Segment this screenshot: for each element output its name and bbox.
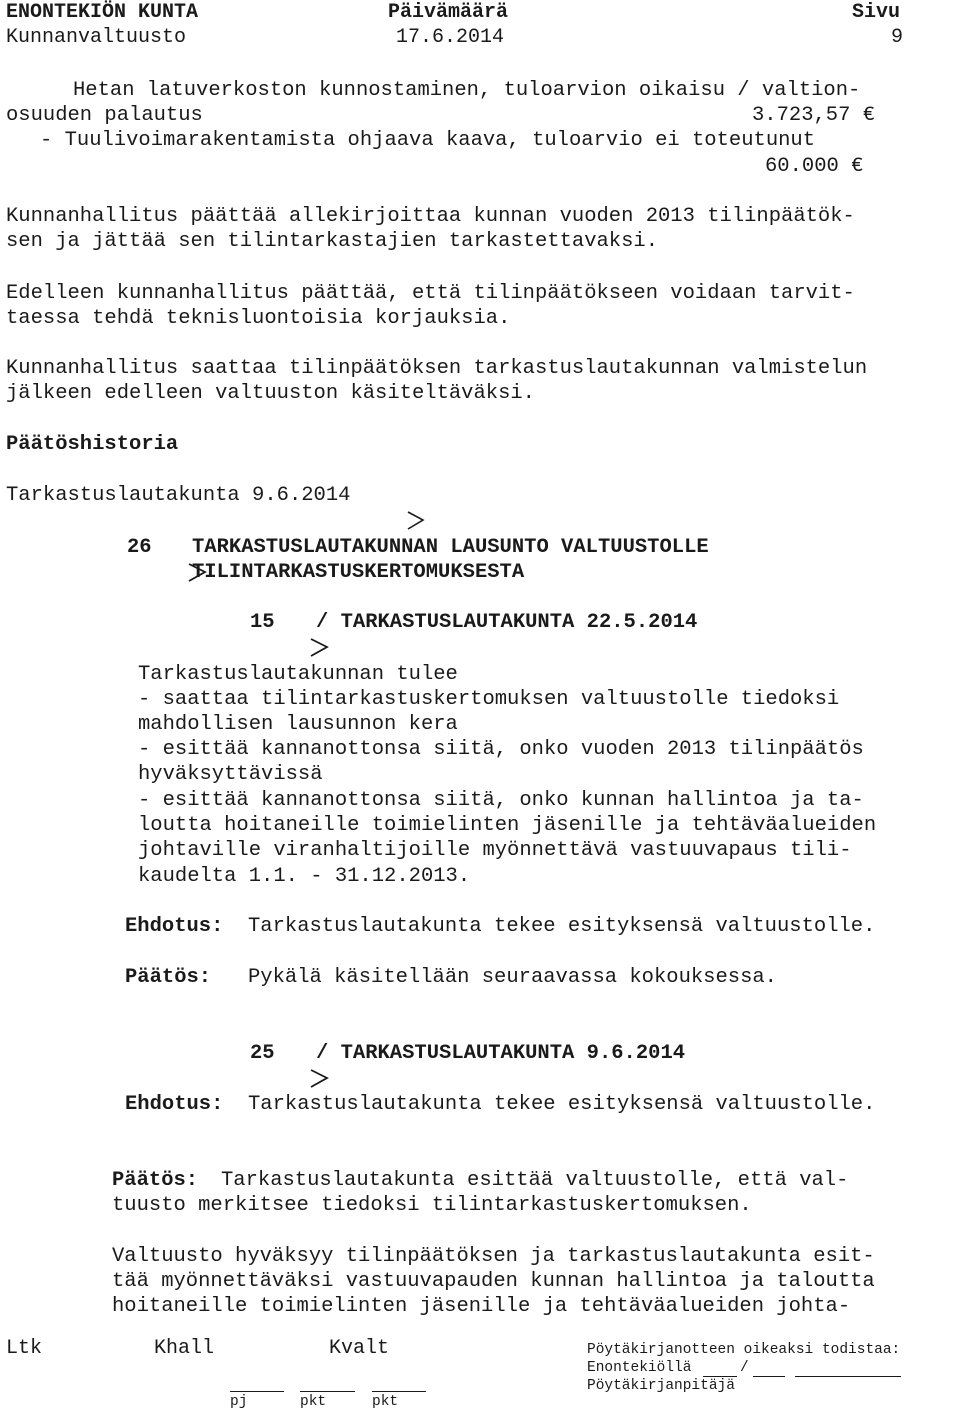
meeting1-line: Tarkastuslautakunnan tulee [138, 663, 458, 686]
history-board-date: Tarkastuslautakunta 9.6.2014 [6, 484, 351, 507]
certify-month-line [753, 1376, 785, 1377]
section-title-line1: TARKASTUSLAUTAKUNNAN LAUSUNTO VALTUUSTOLLE [192, 536, 709, 559]
meeting-date: 17.6.2014 [396, 26, 505, 49]
meeting1-line: johtaville viranhaltijoille myönnettävä vastuuvapaus tili- [138, 839, 852, 862]
meeting2-proposal-text: Tarkastuslautakunta tekee esityksensä valtuustolle. [248, 1093, 876, 1116]
item1-line1: Hetan latuverkoston kunnostaminen, tuloarvion oikaisu / valtion- [73, 79, 861, 102]
certify-title: Pöytäkirjanotteen oikeaksi todistaa: [587, 1342, 901, 1358]
final-text-line3: hoitaneille toimielinten jäsenille ja tehtäväalueiden johta- [112, 1295, 851, 1318]
meeting1-title: / TARKASTUSLAUTAKUNTA 22.5.2014 [316, 611, 698, 634]
footer-ltk: Ltk [6, 1337, 43, 1360]
org-name: ENONTEKIÖN KUNTA [6, 1, 199, 24]
footer-underline [230, 1391, 284, 1392]
meeting1-number: 15 [250, 611, 275, 634]
meeting2-decision-text-line2: tuusto merkitsee tiedoksi tilintarkastuskertomuksen. [112, 1194, 752, 1217]
meeting1-line: hyväksyttävissä [138, 763, 323, 786]
footer-underline [300, 1391, 355, 1392]
footer-pkt: pkt [372, 1394, 399, 1410]
meeting1-line: mahdollisen lausunnon kera [138, 713, 458, 736]
paragraph-1-line2: sen ja jättää sen tilintarkastajien tarkastettavaksi. [6, 230, 659, 253]
paragraph-3-line2: jälkeen edelleen valtuuston käsiteltäväksi. [6, 382, 535, 405]
meeting1-line: - saattaa tilintarkastuskertomuksen valtuustolle tiedoksi [138, 688, 840, 711]
item2-amount: 60.000 € [765, 155, 864, 178]
history-title: Päätöshistoria [6, 433, 179, 456]
final-text-line2: tää myönnettäväksi vastuuvapauden kunnan hallintoa ja taloutta [112, 1270, 875, 1293]
meeting2-proposal-label: Ehdotus: [125, 1093, 224, 1116]
meeting2-decision-label: Päätös: [112, 1169, 199, 1192]
certify-year-line [795, 1376, 901, 1377]
meeting1-line: - esittää kannanottonsa siitä, onko kunnan hallintoa ja ta- [138, 789, 864, 812]
footer-underline [372, 1391, 426, 1392]
meeting1-line: loutta hoitaneille toimielinten jäsenille ja tehtäväalueiden [138, 814, 877, 837]
item1-line2: osuuden palautus [6, 104, 203, 127]
certify-role: Pöytäkirjanpitäjä [587, 1378, 735, 1394]
meeting1-line: kaudelta 1.1. - 31.12.2013. [138, 865, 471, 888]
page-number: 9 [891, 26, 904, 49]
final-text-line1: Valtuusto hyväksyy tilinpäätöksen ja tarkastuslautakunta esit- [112, 1245, 875, 1268]
footer-kvalt: Kvalt [329, 1337, 390, 1360]
footer-pkt: pkt [300, 1394, 327, 1410]
paragraph-2-line1: Edelleen kunnanhallitus päättää, että tilinpäätökseen voidaan tarvit- [6, 282, 855, 305]
meeting1-decision-label: Päätös: [125, 966, 212, 989]
meeting2-title: / TARKASTUSLAUTAKUNTA 9.6.2014 [316, 1042, 686, 1065]
body-name: Kunnanvaltuusto [6, 26, 187, 49]
paragraph-2-line2: taessa tehdä teknisluontoisia korjauksia. [6, 307, 511, 330]
item2-line1: - Tuulivoimarakentamista ohjaava kaava, tuloarvio ei toteutunut [40, 129, 816, 152]
item1-amount: 3.723,57 € [752, 104, 876, 127]
paragraph-1-line1: Kunnanhallitus päättää allekirjoittaa kunnan vuoden 2013 tilinpäätök- [6, 205, 855, 228]
meeting1-decision-text: Pykälä käsitellään seuraavassa kokouksessa. [248, 966, 777, 989]
section-title-line2: TILINTARKASTUSKERTOMUKSESTA [192, 561, 525, 584]
meeting1-line: - esittää kannanottonsa siitä, onko vuoden 2013 tilinpäätös [138, 738, 864, 761]
section-number: 26 [127, 536, 152, 559]
meeting1-proposal-text: Tarkastuslautakunta tekee esityksensä valtuustolle. [248, 915, 876, 938]
certify-place: Enontekiöllä [587, 1360, 692, 1376]
meeting2-number: 25 [250, 1042, 275, 1065]
meeting2-decision-text-line1: Tarkastuslautakunta esittää valtuustolle, että val- [221, 1169, 849, 1192]
section-sign-icon [380, 483, 435, 534]
certify-slash: / [740, 1360, 749, 1376]
page-label: Sivu [852, 1, 901, 24]
date-label: Päivämäärä [388, 1, 509, 24]
meeting1-proposal-label: Ehdotus: [125, 915, 224, 938]
footer-pj: pj [230, 1394, 248, 1410]
paragraph-3-line1: Kunnanhallitus saattaa tilinpäätöksen tarkastuslautakunnan valmistelun [6, 357, 868, 380]
footer-khall: Khall [154, 1337, 215, 1360]
